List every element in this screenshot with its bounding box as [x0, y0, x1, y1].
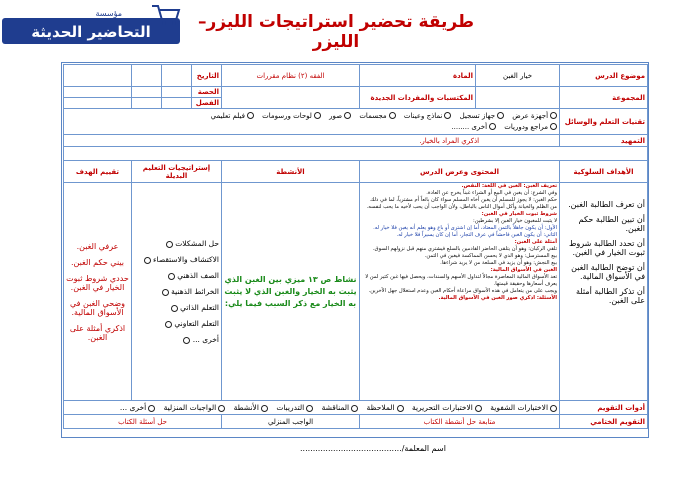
strategy-option[interactable]: الخرائط الذهنية [134, 287, 219, 296]
strategy-option[interactable]: الصف الذهني [134, 271, 219, 280]
goal-item: اذكري أمثلة على الغبن. [69, 323, 126, 342]
strategy-option[interactable]: الاكتشاف والاستقصاء [134, 255, 219, 264]
assessment-option[interactable]: الملاحظة [367, 403, 404, 412]
intro-label: التمهيد [560, 135, 648, 147]
page-title: طريقة تحضير استراتيجات الليزر– الليزر [197, 12, 475, 52]
tool-option[interactable]: جهاز تسجيل [460, 111, 504, 122]
tool-option[interactable]: لوحات ورسومات [262, 111, 321, 122]
paragraph-value: الفقه (٢) نظام مقررات [222, 65, 360, 87]
activity-text: نشاط ص ١٣ ميزي بين الغبن الذي يثبت به الخيار والغبن الذي لا يثبت به الخيار مع ذكر السبب فيما يلي: [222, 183, 360, 401]
tool-option[interactable]: أخرى ........ [451, 122, 496, 133]
activities-header: الأنشطة [222, 161, 360, 183]
objective-item: أن تحدد الطالبة شروط ثبوت الخيار في الغبن. [568, 239, 646, 257]
homework-label: الواجب المنزلي [222, 415, 360, 429]
assessment-option[interactable]: أخرى ... [120, 403, 155, 412]
assessment-option[interactable]: الاختبارات الشفوية [490, 403, 557, 412]
lesson-plan-table [63, 64, 648, 429]
strategies-cell [132, 183, 222, 401]
assessment-option[interactable]: الواجبات المنزلية [164, 403, 226, 412]
tool-option[interactable]: فيلم تعليمي [211, 111, 254, 122]
objectives-cell [560, 183, 648, 401]
final-label: التقويم الختامي [560, 415, 648, 429]
tool-option[interactable]: صور [329, 111, 351, 122]
strategies-header: إستراتيجيات التعليم البديلة [132, 161, 222, 183]
svg-text:مؤسسة: مؤسسة [95, 9, 122, 18]
assessment-option[interactable]: المناقشة [322, 403, 359, 412]
goal-item: عرفي الغبن. [76, 241, 119, 251]
session-label: الحصة [192, 87, 222, 98]
intro-text: اذكري المراد بالخيار. [64, 135, 560, 147]
teacher-name: اسم المعلمة/........................................ [300, 444, 446, 453]
strategy-option[interactable]: التعلم الذاتي [134, 303, 219, 312]
objective-item: أن تذكر الطالبة أمثلة على الغبن. [575, 287, 646, 305]
brand-logo [0, 0, 182, 50]
assessment-option[interactable]: الاختبارات التحريرية [412, 403, 482, 412]
subject-value: خيار الغبن [476, 65, 560, 87]
svg-text:التحاضير الحديثة: التحاضير الحديثة [31, 23, 151, 41]
assessment-option[interactable]: الأنشطة [234, 403, 268, 412]
tool-option[interactable]: نماذج وعينات [404, 111, 452, 122]
strategy-option[interactable]: حل المشكلات [134, 239, 219, 248]
goal-item: بيني حكم الغبن. [70, 257, 125, 267]
content-header: المحتوى وعرض الدرس [360, 161, 560, 183]
goal-item: حددي شروط ثبوت الخيار في الغبن. [66, 273, 129, 292]
material-label: المادة [360, 65, 476, 87]
homework-value: حل أسئلة الكتاب [64, 415, 222, 429]
class-label: الفصل [192, 98, 222, 109]
objective-item: أن توضح الطالبة الغبن في الأسواق المالية. [571, 263, 646, 281]
date-label: التاريخ [192, 65, 222, 87]
tool-option[interactable]: مجسمات [359, 111, 395, 122]
objectives-header: الأهداف السلوكية [560, 161, 648, 183]
tool-option[interactable]: أجهزة عرض [512, 111, 557, 122]
final-follow: متابعة حل أنشطة الكتاب [360, 415, 560, 429]
assessment-option[interactable]: التدريبات [276, 403, 313, 412]
lesson-content: تعريف الغبن: الغبن في اللغة: النقص. وفي الشرع: أن يغبن في البيع أو الشراء غبناً يخرج عن العادة. حكم الغبن: لا يجوز للمسلم أن يغبن أخاه المسلم سواء كان بائعاً أم مشترياً، لما في ذلك من الظلم والخيانة وأكل أموال الناس بالباطل، ولأن الواجب أن يحب لأخيه ما يحب لنفسه. شروط ثبوت الخيار في الغبن: لا يثبت للمغبون خيار الغبن إلا بشرطين: الأول: أن يكون جاهلاً بالثمن المعتاد، أما إن اشترى أو باع وهو يعلم أنه يغبن فلا خيار له. الثاني: أن يكون الغبن فاحشاً في عرف التجار، أما إن كان يسيراً فلا خيار له. أمثلة على الغبن: تلقي الركبان: وهو أن يتلقى الحاضر القادمين بالسلع فيشتري منهم قبل نزولهم السوق. بيع المسترسل: وهو الذي لا يحسن المماكسة فيغبن في الثمن. بيع النجش: وهو أن يزيد في السلعة من لا يريد شراءها. الغبن في الأسواق المالية: تعد الأسواق المالية المعاصرة مجالاً لتداول الأسهم والسندات، ويحصل فيها غبن كثير لمن لا يعرف أسعارها وحقيقة قيمتها. ويجب على من يتعامل في هذه الأسواق مراعاة أحكام الغبن وعدم استغلال جهل الآخرين. الأسئلة: اذكري صور الغبن في الأسواق المالية. [360, 183, 560, 401]
tools-label: تقنيات التعلم والوسائل [560, 109, 648, 135]
group-label: المجموعة [560, 87, 648, 109]
objective-item: أن تبين الطالبة حكم الغبن. [578, 215, 646, 233]
subject-label: موضوع الدرس [560, 65, 648, 87]
assessment-label: أدوات التقويم [560, 401, 648, 415]
evaluation-cell [64, 183, 132, 401]
vocab-label: المكتسبات والمفردات الجديدة [360, 87, 476, 109]
strategy-option[interactable]: أخرى ... [134, 335, 219, 344]
goal-item: وضحي الغبن في الأسواق المالية. [69, 298, 126, 317]
strategy-option[interactable]: التعلم التعاوني [134, 319, 219, 328]
objective-item: أن تعرف الطالبة الغبن. [568, 200, 646, 209]
tool-option[interactable]: مراجع ودوريات [504, 122, 557, 133]
evaluation-header: تقييم الهدف [64, 161, 132, 183]
